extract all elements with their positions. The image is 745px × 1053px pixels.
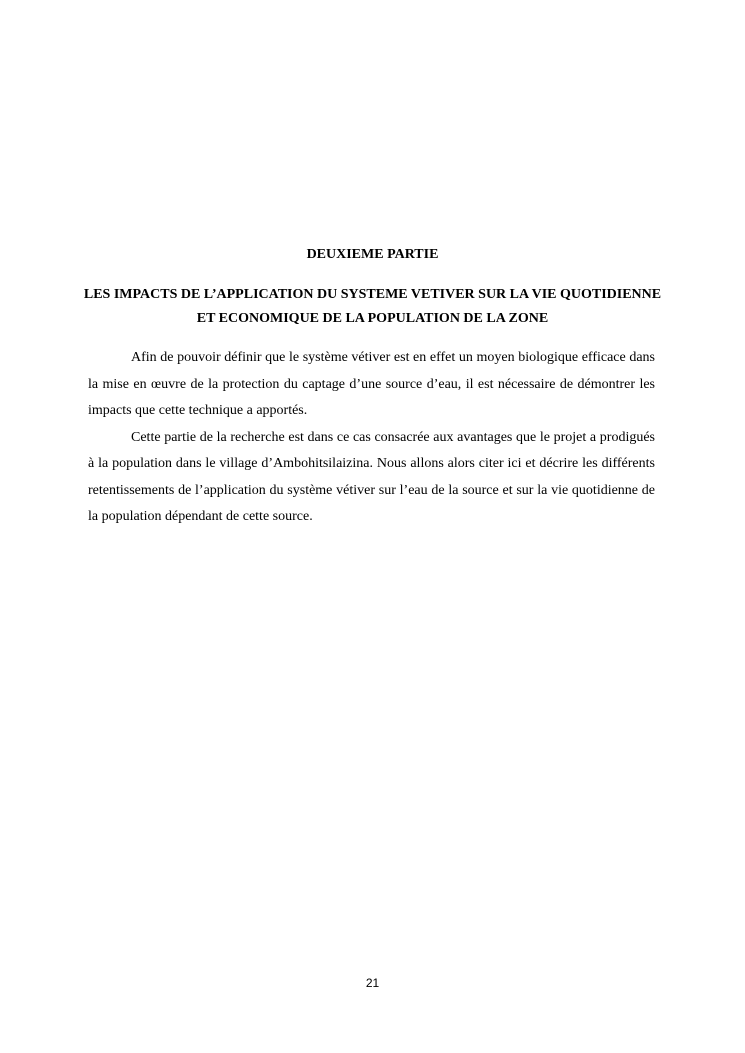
paragraph-2: Cette partie de la recherche est dans ce cas consacrée aux avantages que le projet a prodigués à la population dans le village d’Ambohitsilaizina. Nous allons alors citer ici et décrire les différents retentissements de l’application du système vétiver sur l’eau de la source et sur la vie quotidienne de la population dépendant de cette source. <box>88 429 655 524</box>
section-heading: LES IMPACTS DE L’APPLICATION DU SYSTEME VETIVER SUR LA VIE QUOTIDIENNE ET ECONOMIQUE DE LA POPULATION DE LA ZONE <box>83 287 662 326</box>
page-number: 21 <box>365 976 380 990</box>
paragraph-1: Afin de pouvoir définir que le système vétiver est en effet un moyen biologique efficace dans la mise en œuvre de la protection du captage d’une source d’eau, il est nécessaire de démontrer les impacts que cette technique a apportés. <box>88 350 655 418</box>
part-title: DEUXIEME PARTIE <box>306 247 439 262</box>
body-text <box>88 345 655 531</box>
